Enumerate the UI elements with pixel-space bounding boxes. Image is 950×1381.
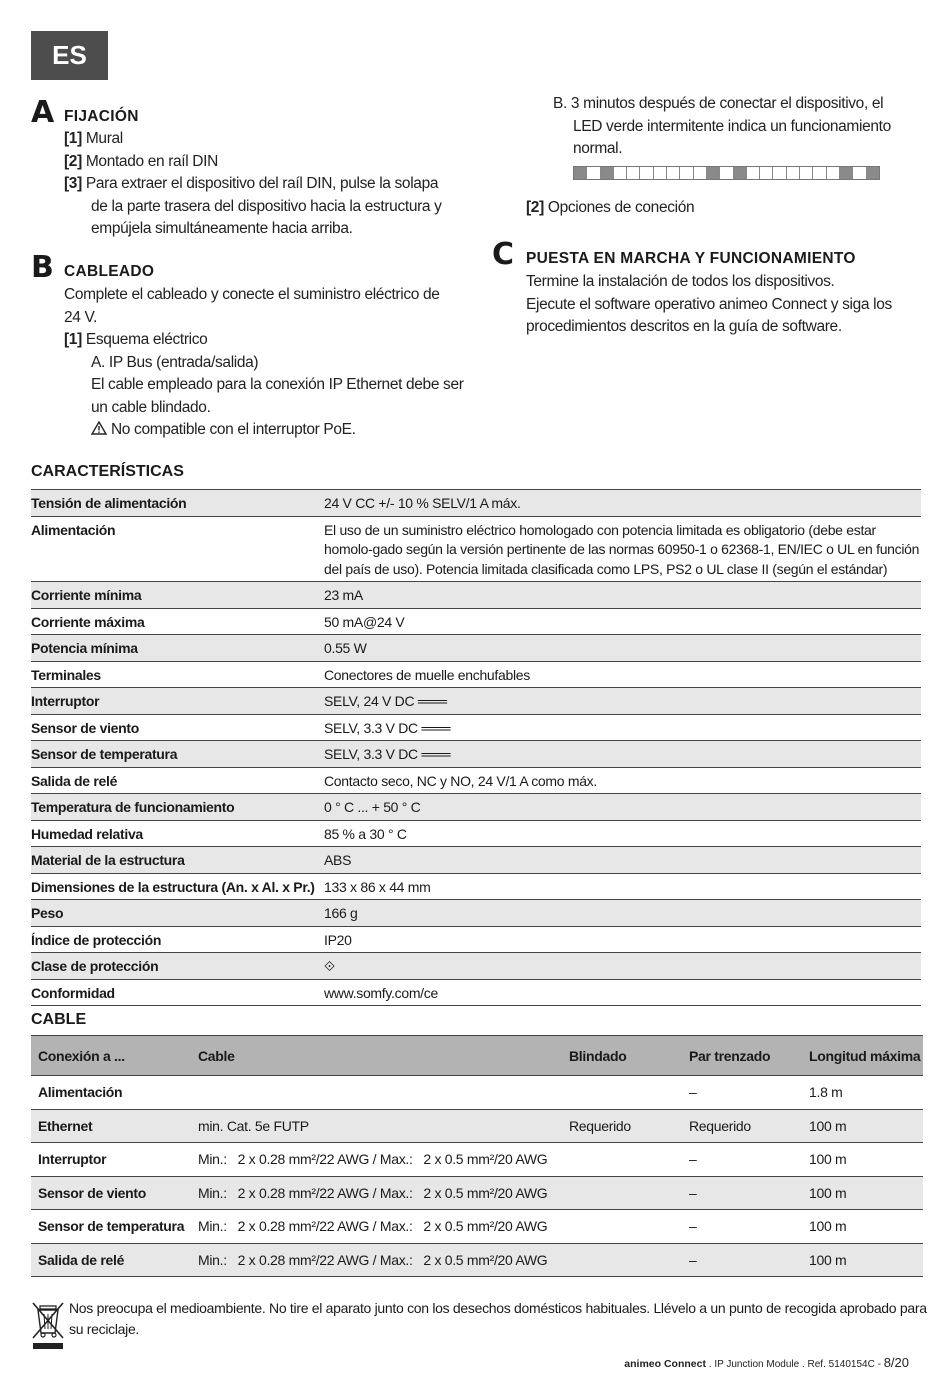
led-cell <box>747 167 760 179</box>
led-cell <box>773 167 786 179</box>
wiring-sub-b-line2: LED verde intermitente indica un funcionamiento <box>573 117 891 135</box>
led-cell <box>853 167 866 179</box>
spec-value: SELV, 3.3 V DC ═══ <box>324 719 451 736</box>
wiring-sub-a: A. IP Bus (entrada/salida) <box>91 353 259 371</box>
spec-label: Salida de relé <box>31 772 118 789</box>
item-text: Mural <box>85 130 123 147</box>
section-b-letter: B <box>31 250 54 285</box>
spec-value: 0 ° C ... + 50 ° C <box>324 799 421 815</box>
led-cell <box>787 167 800 179</box>
cable-cell: – <box>689 1184 697 1201</box>
cable-table <box>31 1035 923 1277</box>
spec-label: Sensor de temperatura <box>31 746 178 762</box>
spec-label: Corriente mínima <box>31 587 142 603</box>
cable-header-row <box>31 1036 923 1076</box>
cable-row <box>31 1110 923 1144</box>
mounting-item-1 <box>64 128 123 151</box>
wiring-item-2 <box>526 197 694 220</box>
wiring-item-1 <box>64 329 207 352</box>
mounting-item-3-line3: empújela simultáneamente hacia arriba. <box>91 220 353 237</box>
item-number: [2] <box>526 199 544 216</box>
spec-row <box>31 741 921 768</box>
item-text: Opciones de coneción <box>547 199 695 216</box>
cable-title: CABLE <box>31 1011 87 1028</box>
spec-label: Potencia mínima <box>31 640 138 656</box>
wiring-sub-b-line1: B. 3 minutos después de conectar el dispositivo, el <box>553 95 884 112</box>
footer-product: animeo Connect <box>624 1358 706 1370</box>
spec-label: Material de la estructura <box>31 852 185 868</box>
cable-cell: Requerido <box>689 1117 751 1134</box>
cable-cell: Min.: 2 x 0.28 mm²/22 AWG / Max.: 2 x 0.5 mm²/20 AWG <box>198 1184 548 1201</box>
spec-row <box>31 768 921 795</box>
wiring-sub-a-line1: El cable empleado para la conexión IP Ethernet debe ser <box>91 376 464 393</box>
spec-row <box>31 980 921 1007</box>
spec-row <box>31 953 921 980</box>
cable-row <box>31 1244 923 1278</box>
cable-cell: 100 m <box>809 1218 847 1235</box>
spec-value: SELV, 24 V DC ═══ <box>324 693 447 709</box>
spec-row <box>31 662 921 689</box>
spec-label: Humedad relativa <box>31 825 143 842</box>
spec-value: 50 mA@24 V <box>324 613 405 630</box>
spec-row <box>31 927 921 954</box>
cable-row <box>31 1210 923 1244</box>
cable-cell: Ethernet <box>38 1117 93 1134</box>
cable-header-cell: Blindado <box>569 1047 627 1064</box>
characteristics-table <box>31 489 921 1006</box>
spec-value: 23 mA <box>324 587 363 603</box>
spec-label: Corriente máxima <box>31 613 145 630</box>
spec-value: El uso de un suministro eléctrico homologado con potencia limitada es obligatorio (debe estar homolo-gado según la versión pertinente de las normas 60950-1 o 62368-1, EN/IEC o UL en función del país de uso). Potencia limitada clasificada como LPS, PS2 o UL clase II (según el estándar) <box>324 521 920 577</box>
item-text: Esquema eléctrico <box>85 331 208 348</box>
language-badge: ES <box>31 31 108 80</box>
cable-cell: Sensor de temperatura <box>38 1218 185 1235</box>
led-cell <box>734 167 747 179</box>
spec-label: Índice de protección <box>31 931 162 948</box>
cable-cell: 100 m <box>809 1184 847 1201</box>
spec-label: Peso <box>31 905 64 921</box>
cable-cell: Requerido <box>569 1117 631 1134</box>
cable-cell: – <box>689 1218 697 1235</box>
characteristics-title: CARACTERÍSTICAS <box>31 463 184 480</box>
item-text: Para extraer el dispositivo del raíl DIN, pulse la solapa <box>85 175 439 192</box>
wiring-sub-a-line2: un cable blindado. <box>91 398 211 416</box>
section-c-title: PUESTA EN MARCHA Y FUNCIONAMIENTO <box>526 250 856 267</box>
led-cell <box>720 167 733 179</box>
footer-detail: . IP Junction Module . Ref. 5140154C - <box>705 1359 884 1370</box>
led-cell <box>627 167 640 179</box>
spec-row <box>31 609 921 636</box>
warning-text: No compatible con el interruptor PoE. <box>110 421 356 438</box>
weee-bin-icon <box>31 1300 63 1350</box>
led-cell <box>707 167 720 179</box>
cable-row <box>31 1143 923 1177</box>
cable-cell: Interruptor <box>38 1151 107 1168</box>
spec-label: Alimentación <box>31 521 116 538</box>
wiring-sub-b-line3: normal. <box>573 140 623 157</box>
spec-row <box>31 874 921 901</box>
spec-value: ⟐ <box>324 958 335 974</box>
led-cell <box>867 167 879 179</box>
section-c-letter: C <box>492 237 515 272</box>
item-number: [1] <box>64 331 82 348</box>
spec-value: Contacto seco, NC y NO, 24 V/1 A como máx. <box>324 772 597 789</box>
cable-header-cell: Longitud máxima <box>809 1047 921 1064</box>
spec-row <box>31 821 921 848</box>
cable-cell: Min.: 2 x 0.28 mm²/22 AWG / Max.: 2 x 0.5 mm²/20 AWG <box>198 1251 548 1268</box>
spec-value: www.somfy.com/ce <box>324 984 438 1001</box>
spec-value: IP20 <box>324 931 352 948</box>
led-cell <box>601 167 614 179</box>
led-blink-pattern <box>573 166 880 180</box>
poe-warning <box>91 419 356 442</box>
cable-cell: Alimentación <box>38 1084 123 1101</box>
spec-row <box>31 688 921 715</box>
wiring-intro-line2: 24 V. <box>64 308 98 326</box>
led-cell <box>587 167 600 179</box>
cable-cell: Min.: 2 x 0.28 mm²/22 AWG / Max.: 2 x 0.5 mm²/20 AWG <box>198 1151 548 1168</box>
led-cell <box>640 167 653 179</box>
spec-label: Conformidad <box>31 984 115 1001</box>
cable-cell: min. Cat. 5e FUTP <box>198 1117 309 1134</box>
spec-row <box>31 900 921 927</box>
spec-value: ABS <box>324 852 352 868</box>
led-cell <box>840 167 853 179</box>
commissioning-line1: Termine la instalación de todos los dispositivos. <box>526 273 835 290</box>
spec-value: 0.55 W <box>324 640 367 656</box>
spec-label: Dimensiones de la estructura (An. x Al. x Pr.) <box>31 878 315 895</box>
commissioning-line2: Ejecute el software operativo animeo Connect y siga los <box>526 295 892 313</box>
spec-value: 24 V CC +/- 10 % SELV/1 A máx. <box>324 495 521 511</box>
spec-label: Terminales <box>31 666 101 683</box>
led-cell <box>800 167 813 179</box>
led-cell <box>667 167 680 179</box>
led-cell <box>654 167 667 179</box>
spec-value: SELV, 3.3 V DC ═══ <box>324 746 451 762</box>
page-footer <box>624 1355 909 1370</box>
warning-icon <box>91 421 111 438</box>
section-b-title: CABLEADO <box>64 263 155 280</box>
led-cell <box>813 167 826 179</box>
cable-cell: Min.: 2 x 0.28 mm²/22 AWG / Max.: 2 x 0.5 mm²/20 AWG <box>198 1218 548 1235</box>
cable-header-cell: Cable <box>198 1047 235 1064</box>
cable-row <box>31 1177 923 1211</box>
cable-cell: 100 m <box>809 1251 847 1268</box>
spec-value: 85 % a 30 ° C <box>324 825 407 842</box>
spec-row <box>31 490 921 517</box>
spec-label: Temperatura de funcionamiento <box>31 799 235 815</box>
spec-label: Tensión de alimentación <box>31 495 187 511</box>
section-a-letter: A <box>31 95 55 130</box>
spec-row <box>31 794 921 821</box>
cable-cell: 100 m <box>809 1151 847 1168</box>
cable-row <box>31 1076 923 1110</box>
mounting-item-3 <box>64 173 438 196</box>
spec-row <box>31 715 921 742</box>
spec-label: Sensor de viento <box>31 719 140 736</box>
mounting-item-2 <box>64 151 218 174</box>
led-cell <box>574 167 587 179</box>
spec-row <box>31 517 921 583</box>
cable-cell: – <box>689 1251 697 1268</box>
mounting-item-3-line2: de la parte trasera del dispositivo hacia la estructura y <box>91 197 442 215</box>
item-number: [3] <box>64 175 82 192</box>
environment-notice: Nos preocupa el medioambiente. No tire el aparato junto con los desechos domésticos habituales. Llévelo a un punto de recogida aprobado para su reciclaje. <box>69 1300 927 1337</box>
spec-label: Interruptor <box>31 693 100 709</box>
cable-cell: 1.8 m <box>809 1084 843 1101</box>
wiring-intro-line1: Complete el cableado y conecte el suministro eléctrico de <box>64 286 440 303</box>
led-cell <box>827 167 840 179</box>
led-cell <box>694 167 707 179</box>
section-a-title: FIJACIÓN <box>64 108 139 125</box>
cable-cell: Sensor de viento <box>38 1184 147 1201</box>
cable-cell: Salida de relé <box>38 1251 125 1268</box>
cable-header-cell: Conexión a ... <box>38 1047 125 1064</box>
item-text: Montado en raíl DIN <box>85 152 218 170</box>
spec-label: Clase de protección <box>31 958 159 974</box>
spec-row <box>31 847 921 874</box>
cable-header-cell: Par trenzado <box>689 1047 771 1064</box>
spec-value: Conectores de muelle enchufables <box>324 666 530 683</box>
led-cell <box>680 167 693 179</box>
spec-value: 166 g <box>324 905 358 921</box>
cable-cell: – <box>689 1151 697 1168</box>
item-number: [1] <box>64 130 82 147</box>
commissioning-line3: procedimientos descritos en la guía de software. <box>526 318 842 335</box>
item-number: [2] <box>64 152 82 170</box>
led-cell <box>760 167 773 179</box>
spec-row <box>31 635 921 662</box>
cable-cell: – <box>689 1084 697 1101</box>
led-cell <box>614 167 627 179</box>
spec-row <box>31 582 921 609</box>
page-number: 8/20 <box>883 1355 909 1370</box>
cable-cell: 100 m <box>809 1117 847 1134</box>
spec-value: 133 x 86 x 44 mm <box>324 878 431 895</box>
